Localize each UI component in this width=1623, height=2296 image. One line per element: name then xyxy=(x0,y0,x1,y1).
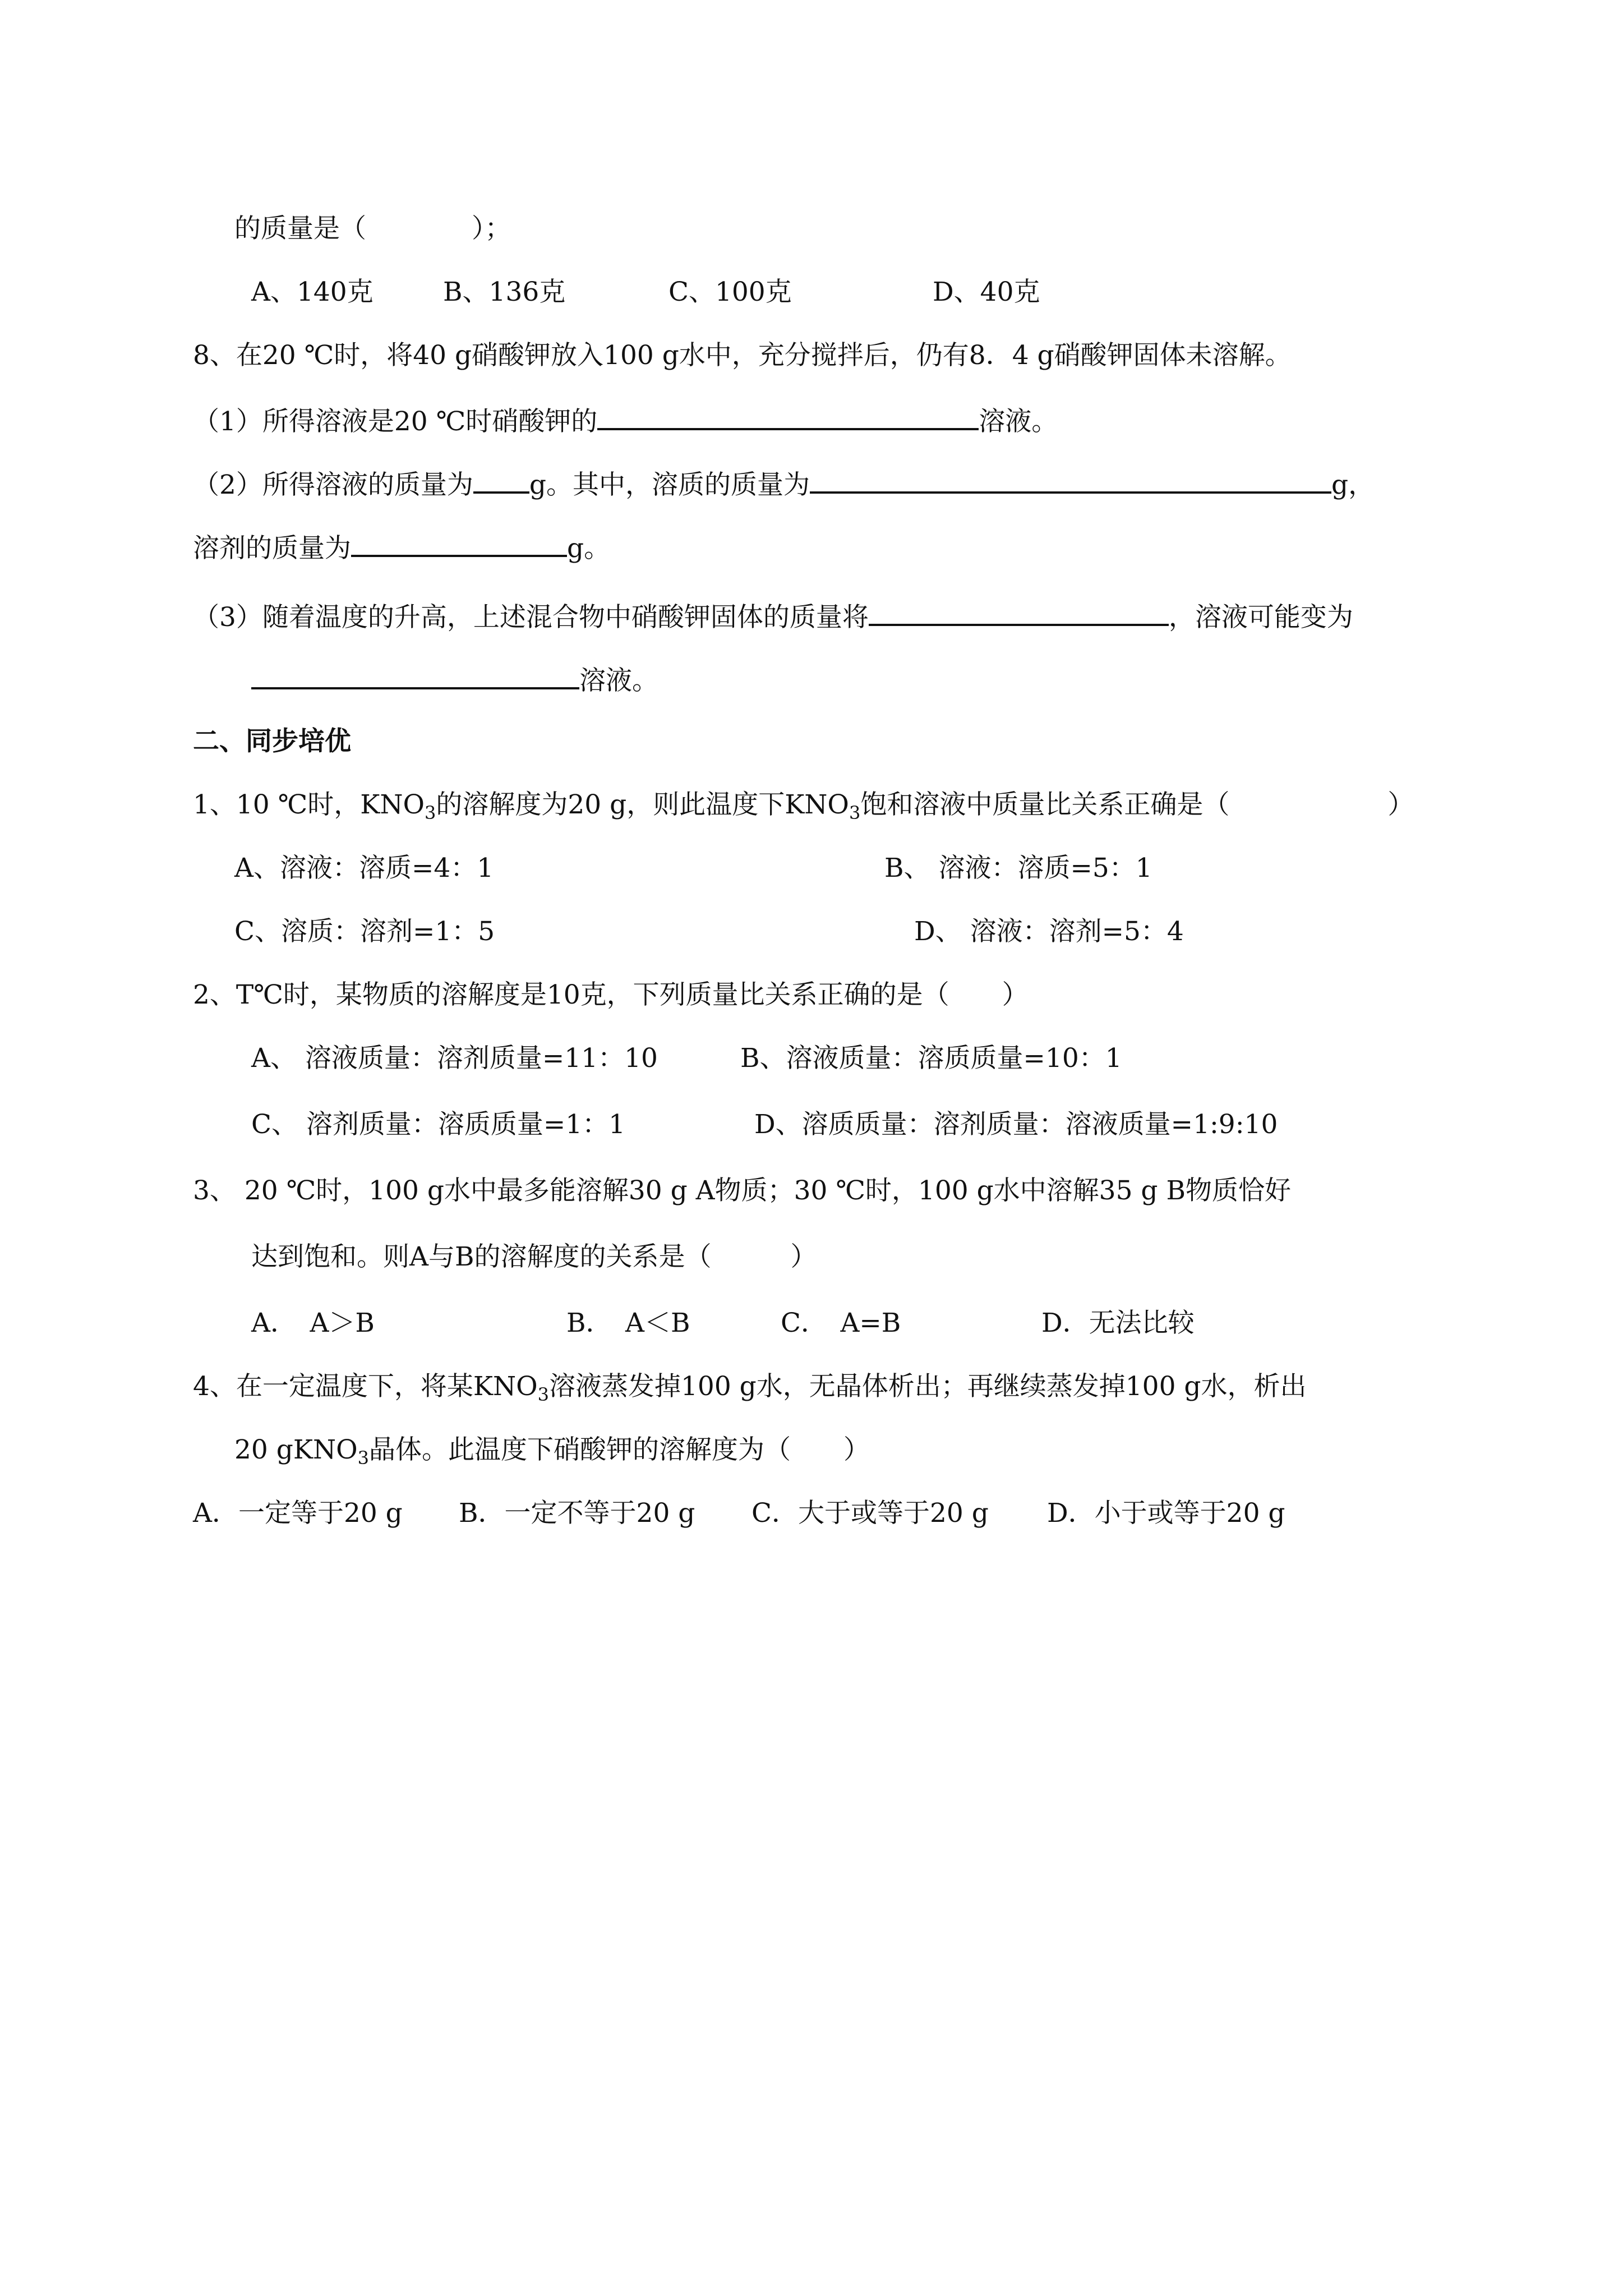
s2-q1-option-d: D、 溶液：溶剂=5：4 xyxy=(914,916,1184,947)
s2-q3-stem-line2: 达到饱和。则A与B的溶解度的关系是（ ） xyxy=(251,1241,817,1272)
q8-stem: 8、在20 ℃时，将40 g硝酸钾放入100 g水中，充分搅拌后，仍有8．4 g硝酸钾固体未溶解。 xyxy=(193,340,1292,371)
q7-option-b: B、136克 xyxy=(443,277,566,307)
s2-q2-option-c: C、 溶剂质量：溶质质量=1：1 xyxy=(251,1109,626,1140)
q8-part1 xyxy=(193,402,1058,439)
s2-q4-option-a: A．一定等于20 g xyxy=(193,1498,403,1529)
q8-part3-after: ，溶液可能变为 xyxy=(1168,602,1353,633)
s2-q2-option-d: D、溶质质量：溶剂质量：溶液质量=1:9:10 xyxy=(754,1109,1278,1140)
subscript: 3 xyxy=(357,1447,369,1469)
q7-option-a: A、140克 xyxy=(251,277,374,307)
answer-blank[interactable] xyxy=(251,661,579,689)
q7-option-d: D、40克 xyxy=(933,277,1040,307)
q8-part3 xyxy=(193,598,1353,634)
s2-q1-stem-part: 饱和溶液中质量比关系正确是（ ） xyxy=(860,789,1414,820)
s2-q1-stem-part: 1、10 ℃时，KNO xyxy=(193,789,425,820)
s2-q3-option-d: D．无法比较 xyxy=(1041,1308,1195,1338)
s2-q4-stem-part: 溶液蒸发掉100 g水，无晶体析出；再继续蒸发掉100 g水，析出 xyxy=(549,1371,1307,1402)
s2-q1-option-a: A、溶液：溶质=4：1 xyxy=(234,853,494,884)
q8-part2-line2 xyxy=(193,529,610,565)
s2-q1-option-c: C、溶质：溶剂=1：5 xyxy=(234,916,495,947)
s2-q3-option-b: B． A＜B xyxy=(566,1308,690,1338)
answer-blank[interactable] xyxy=(810,466,1331,494)
s2-q4-option-b: B．一定不等于20 g xyxy=(459,1498,695,1529)
q8-part3-line2 xyxy=(251,661,658,698)
s2-q4-stem-part: 晶体。此温度下硝酸钾的溶解度为（ ） xyxy=(368,1434,870,1465)
answer-blank[interactable] xyxy=(597,402,979,430)
s2-q3-stem-line1: 3、 20 ℃时，100 g水中最多能溶解30 g A物质；30 ℃时，100 g水中溶解35 g B物质恰好 xyxy=(193,1175,1291,1206)
q8-part2-before: （2）所得溶液的质量为 xyxy=(193,470,473,500)
s2-q1-stem-part: 的溶解度为20 g，则此温度下KNO xyxy=(436,789,849,820)
q8-part3-line2-after: 溶液。 xyxy=(579,665,658,696)
s2-q2-option-a: A、 溶液质量：溶剂质量=11：10 xyxy=(251,1043,658,1074)
subscript: 3 xyxy=(537,1384,550,1405)
s2-q4-stem-part: 20 gKNO xyxy=(234,1434,358,1465)
answer-blank[interactable] xyxy=(869,598,1169,626)
q8-part1-after: 溶液。 xyxy=(979,406,1058,437)
section-title: 二、同步培优 xyxy=(193,726,351,757)
s2-q1-stem xyxy=(193,788,1414,830)
s2-q4-stem-line1 xyxy=(193,1370,1307,1411)
q8-part2-after: g， xyxy=(1331,470,1375,500)
q8-part3-before: （3）随着温度的升高，上述混合物中硝酸钾固体的质量将 xyxy=(193,602,869,633)
subscript: 3 xyxy=(425,802,436,823)
s2-q4-option-c: C．大于或等于20 g xyxy=(751,1498,989,1529)
q7-stem-tail: 的质量是（ ）； xyxy=(234,213,511,244)
s2-q1-option-b: B、 溶液：溶质=5：1 xyxy=(884,853,1152,884)
s2-q2-option-b: B、溶液质量：溶质质量=10：1 xyxy=(740,1043,1122,1074)
s2-q4-option-d: D．小于或等于20 g xyxy=(1047,1498,1285,1529)
subscript: 3 xyxy=(849,802,861,823)
q8-part2-line2-after: g。 xyxy=(567,533,611,564)
s2-q2-stem: 2、T℃时，某物质的溶解度是10克，下列质量比关系正确的是（ ） xyxy=(193,979,1029,1010)
q8-part2-mid: g。其中，溶质的质量为 xyxy=(529,470,810,500)
s2-q4-stem-line2 xyxy=(234,1433,870,1475)
q8-part2-line2-before: 溶剂的质量为 xyxy=(193,533,351,564)
q7-option-c: C、100克 xyxy=(668,277,792,307)
q8-part2 xyxy=(193,466,1375,502)
s2-q3-option-c: C． A=B xyxy=(781,1308,901,1338)
answer-blank[interactable] xyxy=(351,529,567,557)
s2-q3-option-a: A． A＞B xyxy=(251,1308,375,1338)
s2-q4-stem-part: 4、在一定温度下，将某KNO xyxy=(193,1371,538,1402)
answer-blank[interactable] xyxy=(473,466,529,494)
q8-part1-before: （1）所得溶液是20 ℃时硝酸钾的 xyxy=(193,406,598,437)
